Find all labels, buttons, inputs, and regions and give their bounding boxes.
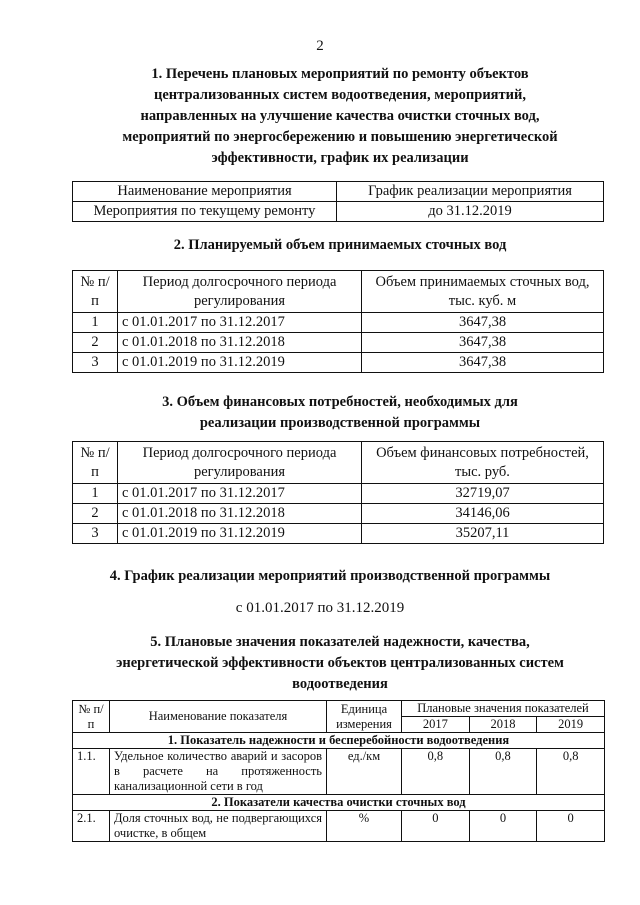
table-cell: 0,8 bbox=[469, 749, 537, 795]
table-cell: 0 bbox=[469, 811, 537, 842]
table-cell: 3 bbox=[73, 353, 118, 373]
table-cell: 2 bbox=[73, 504, 118, 524]
table-cell: 35207,11 bbox=[362, 524, 604, 544]
table-cell: 2.1. bbox=[73, 811, 110, 842]
table-cell: Мероприятия по текущему ремонту bbox=[73, 202, 337, 222]
section4-period: с 01.01.2017 по 31.12.2019 bbox=[235, 600, 405, 616]
header-cell: График реализации мероприятия bbox=[337, 182, 604, 202]
table-row bbox=[73, 313, 604, 333]
section4-title: 4. График реализации мероприятий производственной программы bbox=[109, 568, 551, 584]
table-cell: 1 bbox=[73, 313, 118, 333]
table-cell: 0,8 bbox=[402, 749, 470, 795]
section3-title-line: реализации производственной программы bbox=[199, 415, 481, 431]
section1-title-line: эффективности, график их реализации bbox=[211, 150, 469, 166]
section2-title: 2. Планируемый объем принимаемых сточных вод bbox=[173, 237, 507, 253]
year-header-cell: 2019 bbox=[537, 717, 605, 733]
table-cell: с 01.01.2019 по 31.12.2019 bbox=[118, 524, 362, 544]
table-cell: % bbox=[327, 811, 402, 842]
table-cell: ед./км bbox=[327, 749, 402, 795]
table-cell: с 01.01.2017 по 31.12.2017 bbox=[118, 313, 362, 333]
table-cell: Доля сточных вод, не подвергающихся очистке, в общем bbox=[110, 811, 327, 842]
group-title: 2. Показатели качества очистки сточных вод bbox=[73, 795, 605, 811]
year-header-cell: 2018 bbox=[469, 717, 537, 733]
table-cell: с 01.01.2019 по 31.12.2019 bbox=[118, 353, 362, 373]
table-row bbox=[73, 484, 604, 504]
table-header-row bbox=[73, 442, 604, 484]
header-cell: № п/п bbox=[73, 701, 110, 733]
page-number: 2 bbox=[316, 38, 324, 54]
header-cell: № п/п bbox=[73, 442, 118, 484]
section1-title bbox=[80, 64, 600, 169]
section1-title-line: 1. Перечень плановых мероприятий по ремонту объектов bbox=[151, 66, 529, 82]
group-row bbox=[73, 795, 605, 811]
table-cell: Удельное количество аварий и засоров в расчете на протяженность канализационной сети в год bbox=[110, 749, 327, 795]
table-row bbox=[73, 524, 604, 544]
header-cell: Объем финансовых потребностей, тыс. руб. bbox=[362, 442, 604, 484]
table-cell: 3647,38 bbox=[362, 353, 604, 373]
table-cell: 0 bbox=[402, 811, 470, 842]
header-cell: Единица измерения bbox=[327, 701, 402, 733]
table-cell: 3647,38 bbox=[362, 333, 604, 353]
table-cell: 32719,07 bbox=[362, 484, 604, 504]
table-cell: с 01.01.2018 по 31.12.2018 bbox=[118, 504, 362, 524]
table-row bbox=[73, 749, 605, 795]
table-cell: 0,8 bbox=[537, 749, 605, 795]
table-header-row bbox=[73, 271, 604, 313]
header-cell: Наименование показателя bbox=[110, 701, 327, 733]
section1-title-line: централизованных систем водоотведения, мероприятий, bbox=[154, 87, 526, 103]
table-cell: до 31.12.2019 bbox=[337, 202, 604, 222]
table-row bbox=[73, 811, 605, 842]
section5-title bbox=[60, 632, 620, 695]
header-cell: Период долгосрочного периода регулирования bbox=[118, 271, 362, 313]
header-cell: Объем принимаемых сточных вод, тыс. куб. м bbox=[362, 271, 604, 313]
section5-title-line: 5. Плановые значения показателей надежности, качества, bbox=[150, 634, 530, 650]
table-cell: 3 bbox=[73, 524, 118, 544]
table-cell: 34146,06 bbox=[362, 504, 604, 524]
measures-table bbox=[72, 181, 604, 222]
header-cell: Наименование мероприятия bbox=[73, 182, 337, 202]
group-title: 1. Показатель надежности и бесперебойности водоотведения bbox=[73, 733, 605, 749]
table-cell: 2 bbox=[73, 333, 118, 353]
year-header-cell: 2017 bbox=[402, 717, 470, 733]
wastewater-volume-table bbox=[72, 270, 604, 373]
section1-title-line: направленных на улучшение качества очистки сточных вод, bbox=[140, 108, 540, 124]
header-cell: Период долгосрочного периода регулирования bbox=[118, 442, 362, 484]
table-row bbox=[73, 333, 604, 353]
group-row bbox=[73, 733, 605, 749]
section3-title-line: 3. Объем финансовых потребностей, необходимых для bbox=[162, 394, 518, 410]
table-row bbox=[73, 353, 604, 373]
section3-title bbox=[80, 392, 600, 434]
section1-title-line: мероприятий по энергосбережению и повышению энергетической bbox=[122, 129, 558, 145]
section5-title-line: водоотведения bbox=[292, 676, 388, 692]
indicators-table bbox=[72, 700, 605, 842]
table-cell: 1.1. bbox=[73, 749, 110, 795]
header-cell: Плановые значения показателей bbox=[402, 701, 605, 717]
section5-title-line: энергетической эффективности объектов централизованных систем bbox=[116, 655, 564, 671]
header-cell: № п/п bbox=[73, 271, 118, 313]
table-cell: 1 bbox=[73, 484, 118, 504]
table-cell: с 01.01.2018 по 31.12.2018 bbox=[118, 333, 362, 353]
table-cell: 3647,38 bbox=[362, 313, 604, 333]
table-row bbox=[73, 504, 604, 524]
table-header-row bbox=[73, 701, 605, 717]
table-cell: 0 bbox=[537, 811, 605, 842]
table-cell: с 01.01.2017 по 31.12.2017 bbox=[118, 484, 362, 504]
financial-needs-table bbox=[72, 441, 604, 544]
table-row bbox=[73, 202, 604, 222]
table-header-row bbox=[73, 182, 604, 202]
